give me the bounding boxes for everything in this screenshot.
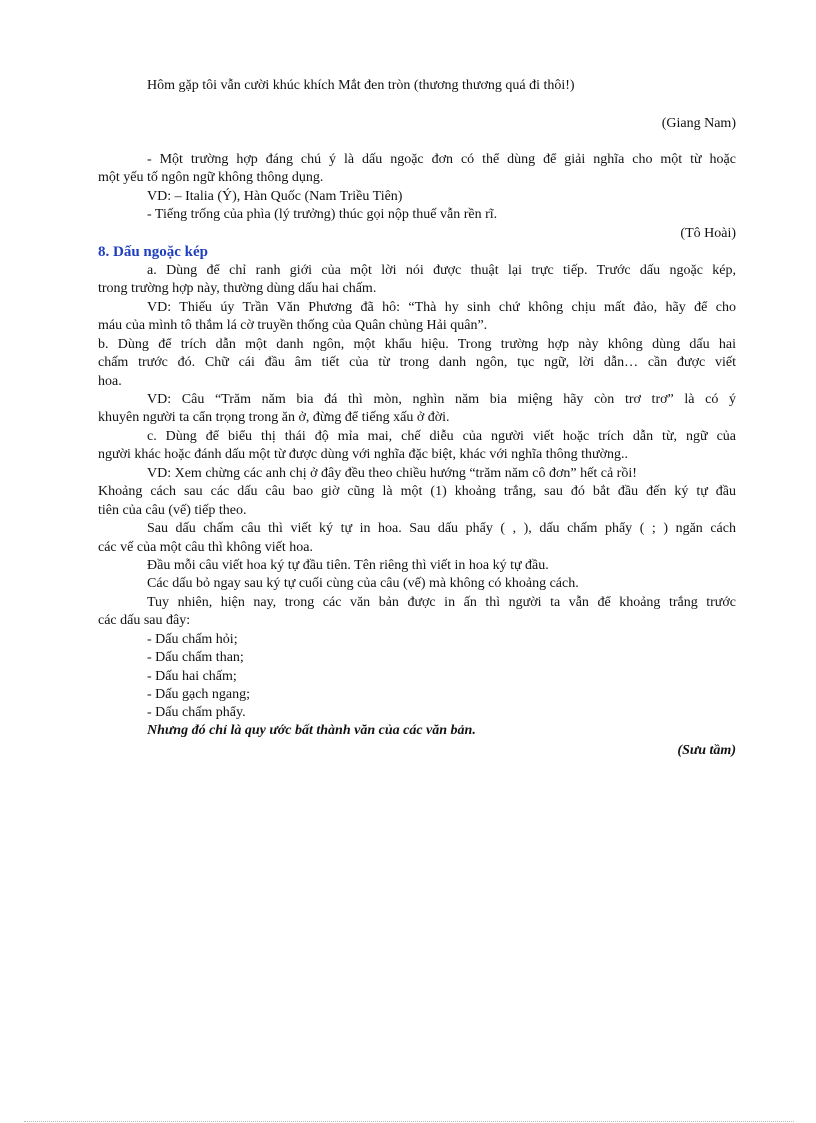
example-line: VD: Câu “Trăm năm bia đá thì mòn, nghìn năm bia miệng hãy còn trơ trơ” là có ý xyxy=(147,392,736,407)
paragraph-line: trong trường hợp này, thường dùng dấu hai chấm. xyxy=(98,281,377,296)
document-page xyxy=(98,0,736,1123)
paragraph-line: một yếu tố ngôn ngữ không thông dụng. xyxy=(98,170,324,185)
paragraph-line: a. Dùng để chỉ ranh giới của một lời nói được thuật lại trực tiếp. Trước dấu ngoặc kép, xyxy=(147,263,736,278)
paragraph-line: c. Dùng để biểu thị thái độ mỉa mai, chế diễu của người viết hoặc trích dẫn từ, ngữ của xyxy=(147,429,736,444)
paragraph-line: người khác hoặc đánh dấu một từ được dùng với nghĩa đặc biệt, khác với nghĩa thông thường.. xyxy=(98,447,629,462)
list-item: - Dấu hai chấm; xyxy=(147,669,237,684)
paragraph-line: Đầu mỗi câu viết hoa ký tự đầu tiên. Tên riêng thì viết in hoa ký tự đầu. xyxy=(147,558,549,573)
page-footer-divider xyxy=(24,1121,794,1122)
paragraph-line: Tuy nhiên, hiện nay, trong các văn bản được in ấn thì người ta vẫn để khoảng trắng trước xyxy=(147,595,736,610)
paragraph-line: các dấu sau đây: xyxy=(98,613,191,628)
example-line: VD: Thiếu úy Trần Văn Phương đã hô: “Thà hy sinh chứ không chịu mất đảo, hãy để cho xyxy=(147,300,736,315)
section-heading: 8. Dấu ngoặc kép xyxy=(98,244,209,260)
paragraph-line: tiên của câu (vế) tiếp theo. xyxy=(98,503,247,518)
example-line: khuyên người ta cẩn trọng trong ăn ở, đừng để tiếng xấu ở đời. xyxy=(98,410,450,425)
paragraph-line: hoa. xyxy=(98,374,122,389)
list-item: - Dấu chấm phẩy. xyxy=(147,705,246,720)
paragraph-line: Các dấu bỏ ngay sau ký tự cuối cùng của câu (vế) mà không có khoảng cách. xyxy=(147,576,579,591)
list-item: - Dấu chấm than; xyxy=(147,650,244,665)
example-line: máu của mình tô thắm lá cờ truyền thống của Quân chủng Hải quân”. xyxy=(98,318,488,333)
paragraph-line: Sau dấu chấm câu thì viết ký tự in hoa. Sau dấu phẩy ( , ), dấu chấm phẩy ( ; ) ngăn cách xyxy=(147,521,736,536)
example-line: - Tiếng trống của phìa (lý trưởng) thúc gọi nộp thuế vẫn rền rĩ. xyxy=(147,207,498,222)
example-line: VD: – Italia (Ý), Hàn Quốc (Nam Triều Tiên) xyxy=(147,189,403,204)
paragraph-line: chấm trước đó. Chữ cái đầu âm tiết của từ trong danh ngôn, tục ngữ, lời dẫn… cần được viết xyxy=(98,355,736,370)
paragraph-line: Khoảng cách sau các dấu câu bao giờ cũng là một (1) khoảng trắng, sau đó bắt đầu đến ký tự đầu xyxy=(98,484,736,499)
citation-suu-tam: (Sưu tầm) xyxy=(677,743,736,758)
closing-note: Nhưng đó chỉ là quy ước bất thành văn của các văn bản. xyxy=(147,723,476,738)
list-item: - Dấu chấm hỏi; xyxy=(147,632,238,647)
example-line: VD: Xem chừng các anh chị ở đây đều theo chiều hướng “trăm năm cô đơn” hết cả rồi! xyxy=(147,466,637,481)
paragraph-line: các vế của một câu thì không viết hoa. xyxy=(98,540,313,555)
list-item: - Dấu gạch ngang; xyxy=(147,687,251,702)
citation-to-hoai: (Tô Hoài) xyxy=(680,226,736,241)
paragraph-line: b. Dùng để trích dẫn một danh ngôn, một khẩu hiệu. Trong trường hợp này không dùng dấu hai xyxy=(98,337,736,352)
paragraph-line: - Một trường hợp đáng chú ý là dấu ngoặc đơn có thể dùng để giải nghĩa cho một từ hoặc xyxy=(147,152,736,167)
poem-line: Hôm gặp tôi vẫn cười khúc khích Mắt đen tròn (thương thương quá đi thôi!) xyxy=(147,78,575,93)
citation-giang-nam: (Giang Nam) xyxy=(661,116,736,131)
